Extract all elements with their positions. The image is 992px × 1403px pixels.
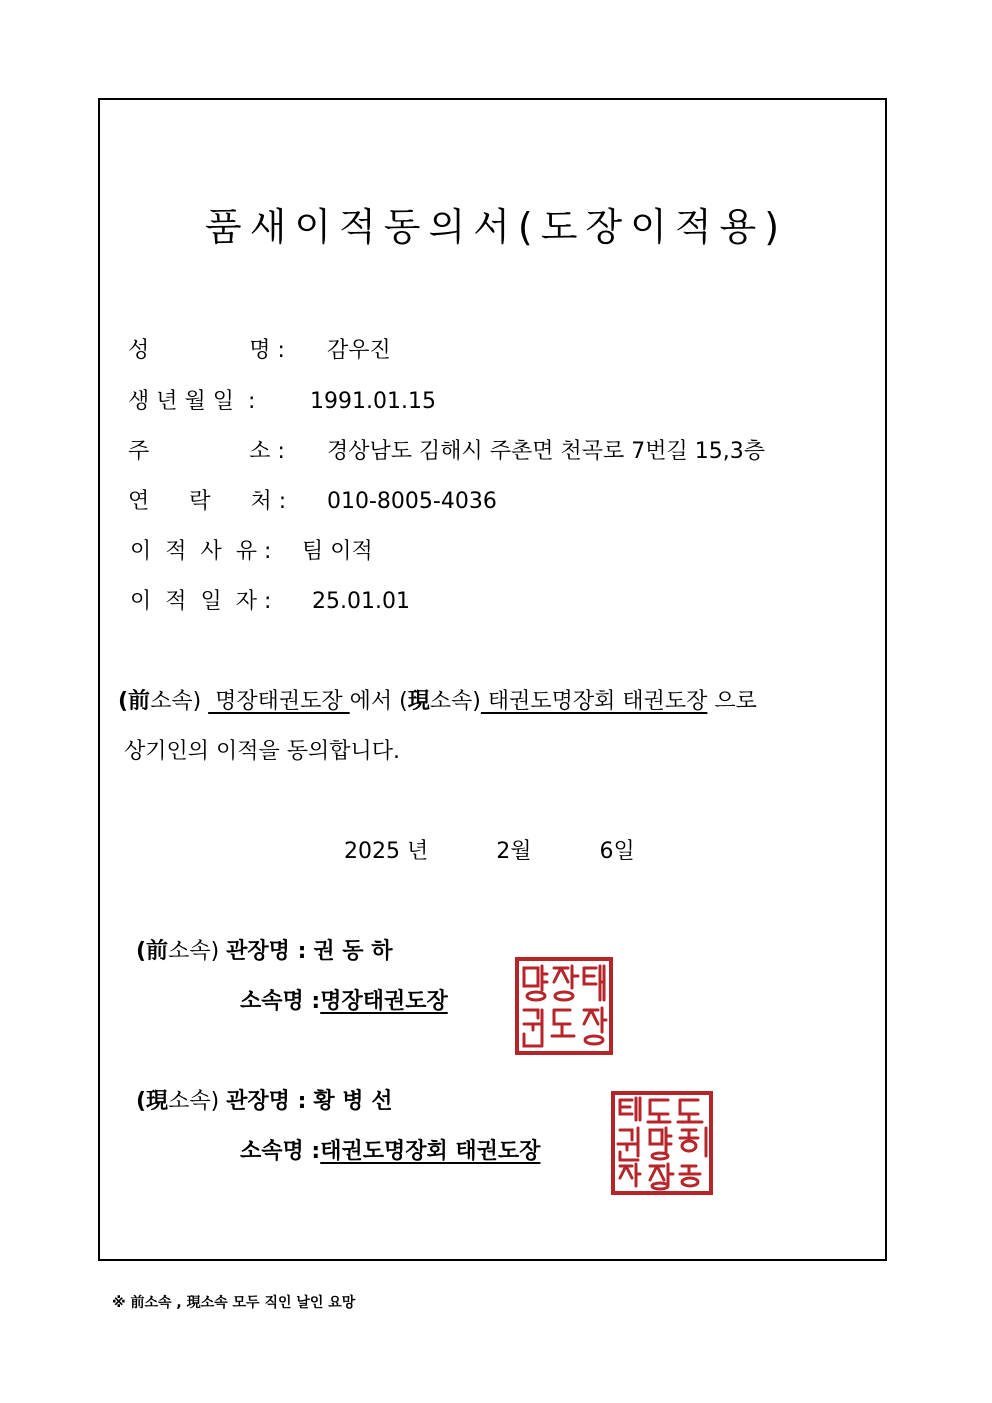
prev-gym-label: 소속명 : bbox=[240, 989, 321, 1014]
footnote: ※ 前소속 , 現소속 모두 직인 날인 요망 bbox=[112, 1295, 356, 1311]
field-date-value: 25.01.01 bbox=[312, 589, 410, 614]
field-reason bbox=[130, 534, 373, 565]
date-day: 6일 bbox=[599, 839, 635, 864]
field-name-value: 감우진 bbox=[327, 338, 391, 363]
statement-line-1 bbox=[118, 684, 757, 715]
field-address-label: 주 소 : bbox=[128, 439, 285, 464]
prev-director-name: 권 동 하 bbox=[313, 939, 393, 964]
sign-date bbox=[344, 834, 635, 865]
curr-gym-name: 태권도명장회 태권도장 bbox=[480, 689, 708, 714]
statement-middle: 에서 ( bbox=[349, 689, 408, 714]
prev-sign-prefix: (前 bbox=[136, 939, 169, 964]
date-year: 2025 bbox=[344, 839, 400, 864]
prev-seal-stamp bbox=[514, 956, 614, 1056]
prev-director-row bbox=[136, 934, 392, 965]
prev-gym-value: 명장태권도장 bbox=[320, 989, 448, 1014]
curr-gym-row bbox=[240, 1134, 540, 1165]
prev-director-label: 관장명 : bbox=[226, 939, 307, 964]
prev-gym-name: 명장태권도장 bbox=[208, 689, 350, 714]
field-birth-label: 생 년 월 일 : bbox=[128, 389, 256, 414]
curr-director-row bbox=[136, 1084, 392, 1115]
date-year-unit: 년 bbox=[407, 839, 429, 864]
curr-word: 소속) bbox=[429, 689, 481, 714]
curr-gym-value: 태권도명장회 태권도장 bbox=[320, 1139, 541, 1164]
curr-prefix: 現 bbox=[407, 689, 430, 714]
statement-suffix: 으로 bbox=[707, 689, 757, 714]
field-phone bbox=[128, 484, 497, 515]
curr-gym-label: 소속명 : bbox=[240, 1139, 321, 1164]
field-reason-value: 팀 이적 bbox=[302, 539, 373, 564]
statement-line-2: 상기인의 이적을 동의합니다. bbox=[124, 739, 401, 764]
field-reason-label: 이 적 사 유 : bbox=[130, 539, 272, 564]
field-birth bbox=[128, 384, 436, 415]
prev-gym-row bbox=[240, 984, 448, 1015]
curr-sign-prefix: (現 bbox=[136, 1089, 169, 1114]
curr-seal-stamp bbox=[610, 1090, 714, 1196]
curr-director-label: 관장명 : bbox=[226, 1089, 307, 1114]
field-name-label: 성 명 : bbox=[128, 338, 285, 363]
prev-sign-word: 소속) bbox=[168, 939, 220, 964]
field-birth-value: 1991.01.15 bbox=[310, 389, 436, 414]
prev-prefix: (前 bbox=[118, 689, 151, 714]
field-name bbox=[128, 333, 391, 364]
curr-sign-word: 소속) bbox=[168, 1089, 220, 1114]
field-phone-value: 010-8005-4036 bbox=[327, 489, 497, 514]
document-title: 품새이적동의서(도장이적용) bbox=[204, 205, 788, 249]
field-phone-label: 연 락 처 : bbox=[128, 489, 287, 514]
field-date-label: 이 적 일 자 : bbox=[130, 589, 272, 614]
field-date bbox=[130, 584, 410, 615]
field-address-value: 경상남도 김해시 주촌면 천곡로 7번길 15,3층 bbox=[327, 439, 765, 464]
prev-word: 소속) bbox=[150, 689, 202, 714]
date-month: 2월 bbox=[496, 839, 532, 864]
field-address bbox=[128, 434, 765, 465]
curr-director-name: 황 병 선 bbox=[313, 1089, 393, 1114]
